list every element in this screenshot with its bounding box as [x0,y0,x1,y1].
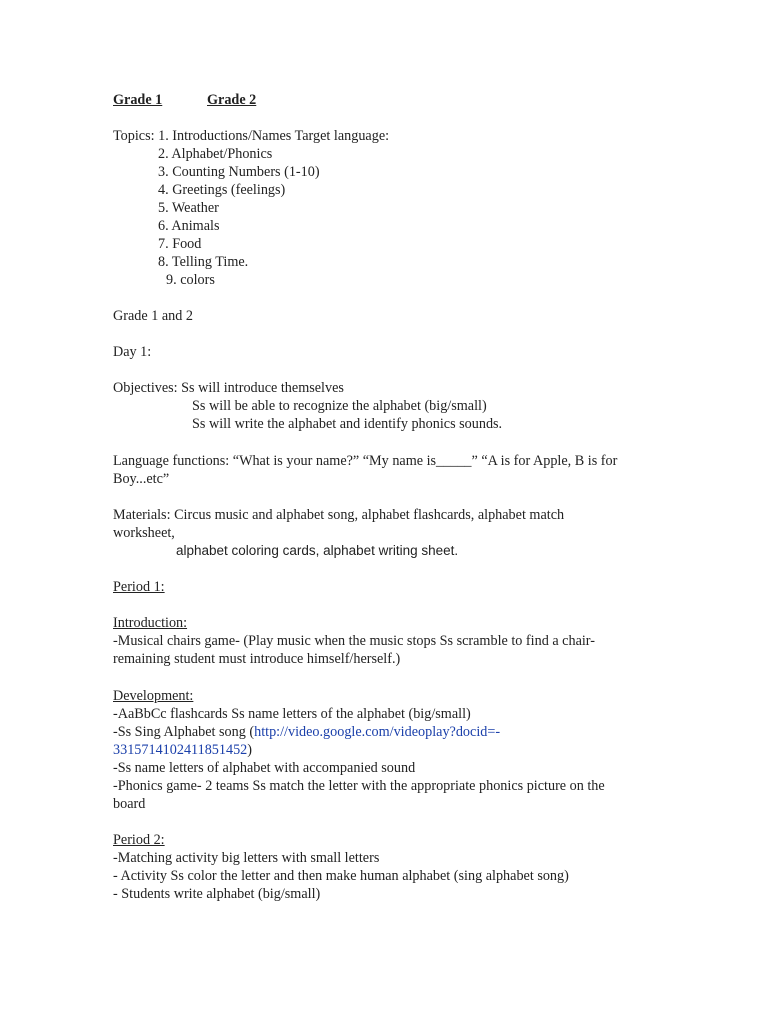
materials-line: Materials: Circus music and alphabet song, alphabet flashcards, alphabet match [113,507,565,523]
topic-item: 4. Greetings (feelings) [158,182,286,198]
objective-line: Ss will be able to recognize the alphabet (big/small) [192,398,487,414]
song-prefix: -Ss Sing Alphabet song ( [113,724,255,740]
topic-item: 5. Weather [158,200,219,216]
development-line: board [113,796,146,812]
video-link[interactable]: http://video.google.com/videoplay?docid=- [254,724,501,740]
materials-line: worksheet, [113,525,175,541]
objective-line: Objectives: Ss will introduce themselves [113,380,344,396]
topic-item: 9. colors [166,272,215,288]
introduction-line: -Musical chairs game- (Play music when the music stops Ss scramble to find a chair- [113,633,595,649]
topic-item: 7. Food [158,236,202,252]
period-1-heading: Period 1: [113,579,165,595]
development-line: -Ss name letters of alphabet with accompanied sound [113,760,416,776]
period-2-line: -Matching activity big letters with small letters [113,850,380,866]
development-line: -Phonics game- 2 teams Ss match the letter with the appropriate phonics picture on the [113,778,605,794]
video-link-cont[interactable]: 3315714102411851452 [113,742,248,758]
song-suffix: ) [247,742,252,758]
topic-item: 3. Counting Numbers (1-10) [158,164,320,180]
development-heading: Development: [113,688,194,704]
grade-2-heading: Grade 2 [207,92,257,108]
grade-1-heading: Grade 1 [113,92,163,108]
period-2-line: - Students write alphabet (big/small) [113,886,321,902]
day-heading: Day 1: [113,344,152,360]
objective-line: Ss will write the alphabet and identify phonics sounds. [192,416,503,432]
language-functions-line: Language functions: “What is your name?” “My name is_____” “A is for Apple, B is for [113,453,618,469]
introduction-line: remaining student must introduce himself/herself.) [113,651,401,667]
topics-intro: Topics: 1. Introductions/Names Target language: [113,128,390,144]
period-2-heading: Period 2: [113,832,165,848]
topic-item: 6. Animals [158,218,220,234]
language-functions-line: Boy...etc” [113,471,170,487]
topic-item: 2. Alphabet/Phonics [158,146,273,162]
development-song-line [113,723,500,741]
materials-line: alphabet coloring cards, alphabet writing sheet. [176,543,459,558]
introduction-heading: Introduction: [113,615,188,631]
period-2-line: - Activity Ss color the letter and then make human alphabet (sing alphabet song) [113,868,569,884]
development-line: -AaBbCc flashcards Ss name letters of the alphabet (big/small) [113,706,471,722]
topic-item: 8. Telling Time. [158,254,249,270]
grade-line: Grade 1 and 2 [113,308,193,324]
development-song-line-cont [113,741,252,759]
